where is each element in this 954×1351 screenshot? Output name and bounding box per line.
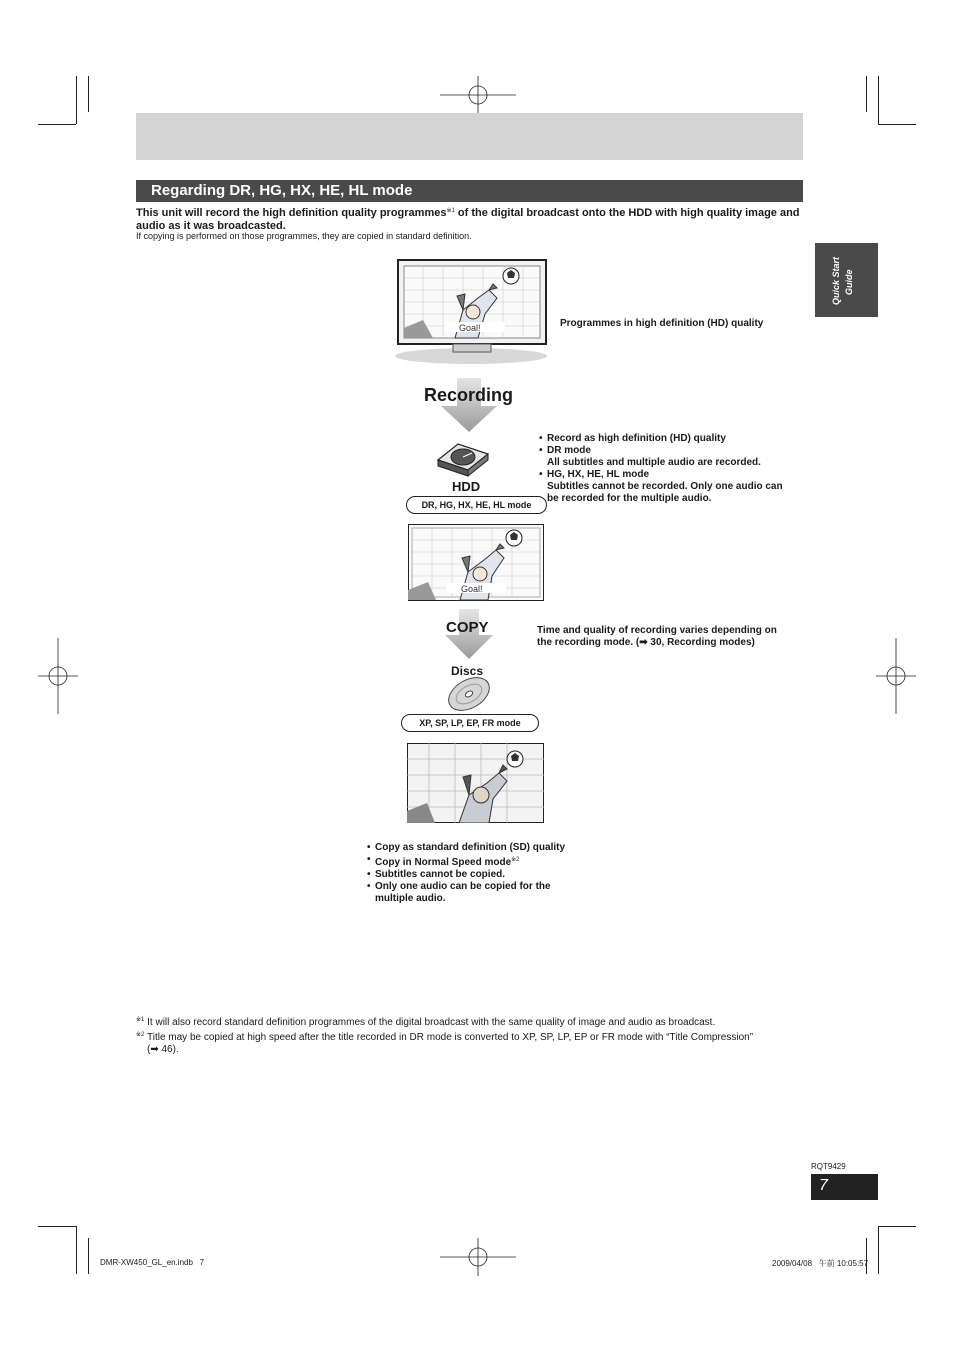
hdd-note: • Record as high definition (HD) quality bbox=[539, 433, 804, 445]
registration-mark bbox=[440, 76, 516, 114]
crop-mark bbox=[38, 124, 76, 125]
doc-code: RQT9429 bbox=[811, 1162, 846, 1171]
hd-picture-caption: Goal! bbox=[461, 584, 483, 594]
section-title: Regarding DR, HG, HX, HE, HL mode bbox=[151, 182, 413, 199]
tv-caption: Goal! bbox=[459, 323, 481, 333]
sd-note: • Subtitles cannot be copied. bbox=[367, 869, 607, 881]
recording-label: Recording bbox=[424, 385, 514, 405]
print-file: DMR-XW450_GL_en.indb 7 bbox=[100, 1258, 205, 1267]
footnote-ref: ※1 bbox=[446, 208, 455, 214]
intro-line-a: This unit will record the high definition quality programmes bbox=[136, 207, 447, 219]
hdd-icon bbox=[434, 436, 492, 478]
crop-mark bbox=[878, 1226, 879, 1274]
side-tab bbox=[815, 243, 878, 317]
sd-note-text: Copy in Normal Speed mode bbox=[375, 857, 512, 868]
crop-mark bbox=[88, 1238, 89, 1274]
intro-note: If copying is performed on those programmes, they are copied in standard definition. bbox=[136, 231, 472, 241]
sd-notes bbox=[367, 842, 607, 905]
crop-mark bbox=[878, 1226, 916, 1227]
crop-mark bbox=[88, 76, 89, 112]
crop-mark bbox=[866, 76, 867, 112]
hdd-notes bbox=[539, 433, 804, 505]
hd-picture bbox=[408, 524, 544, 601]
side-tab-line2: Guide bbox=[844, 269, 854, 295]
footnote-2 bbox=[136, 1029, 806, 1044]
sd-note: • Copy as standard definition (SD) quality bbox=[367, 842, 607, 854]
sd-note bbox=[367, 854, 607, 869]
registration-mark bbox=[876, 638, 916, 714]
disc-icon bbox=[444, 677, 494, 711]
hdd-note: be recorded for the multiple audio. bbox=[547, 493, 712, 504]
footnote-text: Title may be copied at high speed after the title recorded in DR mode is converted to XP, SP, LP, EP or FR mode with “Title Compression” bbox=[146, 1032, 754, 1043]
intro-line-b: of the digital broadcast onto the HDD with high quality image and audio as it was broadcasted. bbox=[136, 207, 800, 232]
crop-mark bbox=[76, 1226, 77, 1274]
sd-picture bbox=[407, 743, 544, 823]
crop-mark bbox=[878, 76, 879, 124]
intro-text bbox=[136, 205, 806, 233]
discs-label: Discs bbox=[451, 664, 484, 678]
footnote-text: It will also record standard definition programmes of the digital broadcast with the same quality of image and audio as broadcast. bbox=[147, 1017, 716, 1028]
tv-label: Programmes in high definition (HD) quality bbox=[560, 318, 764, 329]
hdd-label: HDD bbox=[452, 479, 481, 494]
crop-mark bbox=[76, 76, 77, 124]
footnote-1 bbox=[136, 1014, 806, 1029]
footnote-text: (➡ 46). bbox=[147, 1044, 179, 1055]
crop-mark bbox=[38, 1226, 76, 1227]
hdd-note: • DR mode bbox=[539, 445, 804, 457]
sd-note: multiple audio. bbox=[375, 893, 446, 904]
side-tab-line1: Quick Start bbox=[831, 256, 841, 305]
hdd-note: All subtitles and multiple audio are recorded. bbox=[547, 457, 761, 468]
copy-note-line: Time and quality of recording varies depending on bbox=[537, 625, 777, 636]
header-band bbox=[136, 113, 803, 160]
hdd-note: • HG, HX, HE, HL mode bbox=[539, 469, 804, 481]
footnote-mark: ※1 bbox=[136, 1017, 145, 1023]
crop-mark bbox=[878, 124, 916, 125]
sd-note: • Only one audio can be copied for the bbox=[367, 881, 607, 893]
registration-mark bbox=[38, 638, 78, 714]
page-number: 7 bbox=[819, 1177, 828, 1194]
footnote-mark: ※2 bbox=[136, 1032, 145, 1038]
copy-label: COPY bbox=[446, 619, 489, 636]
registration-mark bbox=[440, 1238, 516, 1276]
hdd-note: Subtitles cannot be recorded. Only one audio can bbox=[547, 481, 783, 492]
footnotes bbox=[136, 1014, 806, 1056]
footnote-ref: ※2 bbox=[511, 857, 520, 863]
tv-illustration bbox=[393, 258, 551, 366]
page-number-box bbox=[811, 1174, 878, 1200]
copy-note-line: the recording mode. (➡ 30, Recording modes) bbox=[537, 637, 755, 648]
hdd-modes-pill: DR, HG, HX, HE, HL mode bbox=[406, 496, 547, 514]
disc-modes-pill: XP, SP, LP, EP, FR mode bbox=[401, 714, 539, 732]
copy-note bbox=[537, 625, 802, 649]
print-date: 2009/04/08 午前 10:05:57 bbox=[772, 1259, 869, 1268]
